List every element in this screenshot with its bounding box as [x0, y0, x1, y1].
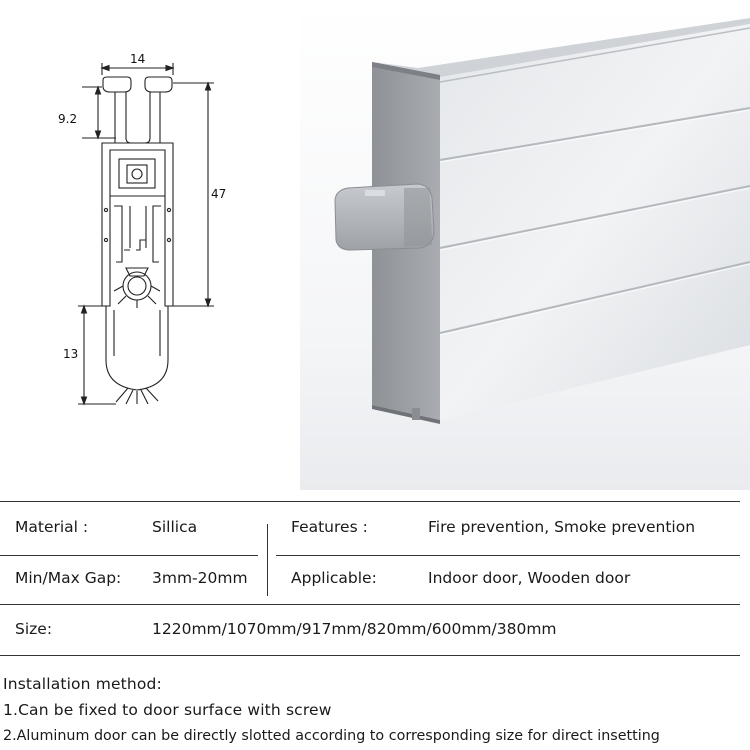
gap-value: 3mm-20mm — [152, 569, 248, 587]
table-row-divider-2 — [0, 604, 740, 605]
size-value: 1220mm/1070mm/917mm/820mm/600mm/380mm — [152, 620, 557, 638]
table-bottom-divider — [0, 655, 740, 656]
features-value: Fire prevention, Smoke prevention — [428, 518, 696, 536]
specification-table — [0, 490, 750, 660]
top-dimension-label: 9.2 — [58, 112, 78, 126]
cross-section-diagram — [78, 63, 214, 404]
features-label: Features : — [291, 518, 368, 536]
installation-heading: Installation method: — [3, 675, 162, 693]
seal-dimension-label: 13 — [63, 347, 79, 361]
material-label: Material : — [15, 518, 89, 536]
installation-step-1: 1.Can be fixed to door surface with screw — [3, 701, 332, 719]
table-row-divider-1 — [0, 555, 258, 556]
installation-step-2: 2.Aluminum door can be directly slotted according to corresponding size for direct insetting — [3, 728, 660, 744]
table-row-divider-1b — [276, 555, 740, 556]
table-top-divider — [0, 501, 740, 502]
width-dimension-label: 14 — [130, 52, 146, 66]
size-label: Size: — [15, 620, 53, 638]
installation-section — [3, 671, 748, 749]
material-value: Sillica — [152, 518, 198, 536]
gap-label: Min/Max Gap: — [15, 569, 122, 587]
table-column-divider — [267, 524, 268, 596]
applicable-label: Applicable: — [291, 569, 377, 587]
dimension-labels — [58, 52, 226, 361]
applicable-value: Indoor door, Wooden door — [428, 569, 631, 587]
height-dimension-label: 47 — [211, 187, 227, 201]
